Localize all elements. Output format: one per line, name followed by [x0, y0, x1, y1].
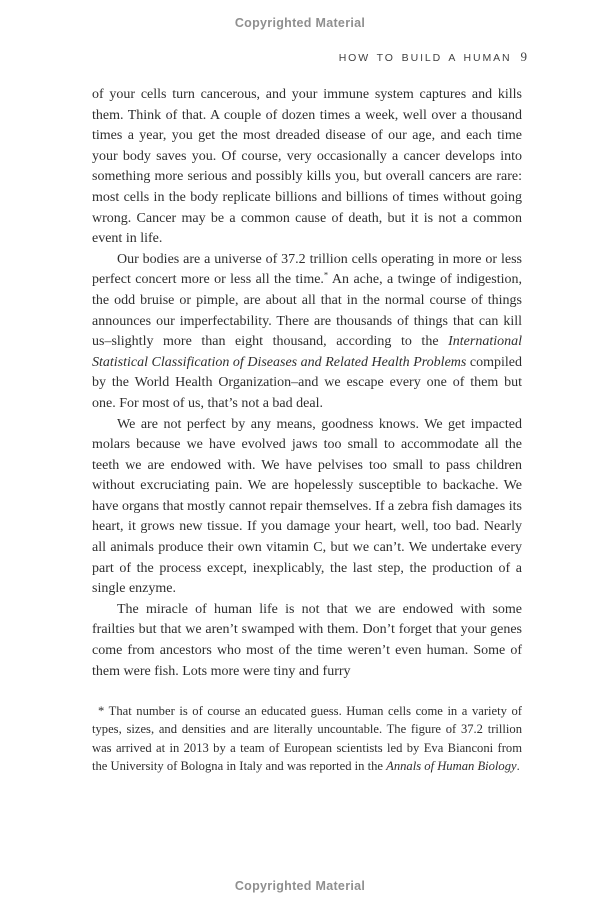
text-segment: The miracle of human life is not that we are endowed with some frailties but that we aren’t swamped with them. Don’t forget that your genes come from ancestors who most of the time weren’t even human. Some of them were fish. Lots more were tiny and furry — [92, 601, 522, 679]
text-segment: An ache, a twinge of indigestion, the odd bruise or pimple, are about all that in the normal course of things announces our imperfectability. There are thousands of things that can kill us–slightly more than eight thousand, according to the — [92, 272, 522, 350]
footnote — [92, 702, 522, 775]
italic-text: International Statistical Classification of Diseases and Related Health Problems — [92, 334, 522, 370]
body-text — [92, 85, 522, 775]
text-segment: We are not perfect by any means, goodness knows. We get impacted molars because we have evolved jaws too small to accommodate all the teeth we are endowed with. We have pelvises too small to pass children without excruciating pain. We are hopelessly susceptible to backache. We have organs that mostly cannot repair themselves. If a zebra fish damages its heart, it grows new tissue. If you damage your heart, well, too bad. Nearly all animals produce their own vitamin C, but we can’t. We undertake every part of the process except, inexplicably, the last step, the production of a single enzyme. — [92, 416, 522, 597]
italic-text: Annals of Human Biology — [386, 758, 517, 773]
text-segment: of your cells turn cancerous, and your immune system captures and kills them. Think of that. A couple of dozen times a week, well over a thousand times a year, you get the most dreaded disease of our age, and each time your body saves you. Of course, very occasionally a cancer develops into something more serious and possibly kills you, but overall cancers are rare: most cells in the body replicate billions and billions of times without going wrong. Cancer may be a common cause of death, but it is not a common event in life. — [92, 87, 522, 247]
page-number: 9 — [520, 49, 527, 64]
paragraph — [92, 85, 522, 250]
paragraph — [92, 250, 522, 415]
running-header — [339, 49, 527, 65]
text-segment: Our bodies are a universe of 37.2 trillion cells operating in more or less perfect concert more or less all the time. — [92, 251, 522, 288]
text-segment: . — [516, 758, 520, 773]
chapter-title: HOW TO BUILD A HUMAN — [338, 52, 512, 64]
footnote-marker: * — [323, 269, 329, 280]
copyright-banner-bottom: Copyrighted Material — [234, 879, 366, 893]
paragraph — [92, 600, 522, 682]
paragraph — [92, 415, 522, 600]
text-segment: compiled by the World Health Organization–and we escape every one of them but one. For most of us, that’s not a bad deal. — [92, 354, 522, 411]
copyright-banner-top: Copyrighted Material — [234, 16, 366, 30]
text-segment: * That number is of course an educated guess. Human cells come in a variety of types, sizes, and densities and are literally uncountable. The figure of 37.2 trillion was arrived at in 2013 by a team of European scientists led by Eva Bianconi from the University of Bologna in Italy and was reported in the — [92, 704, 522, 773]
